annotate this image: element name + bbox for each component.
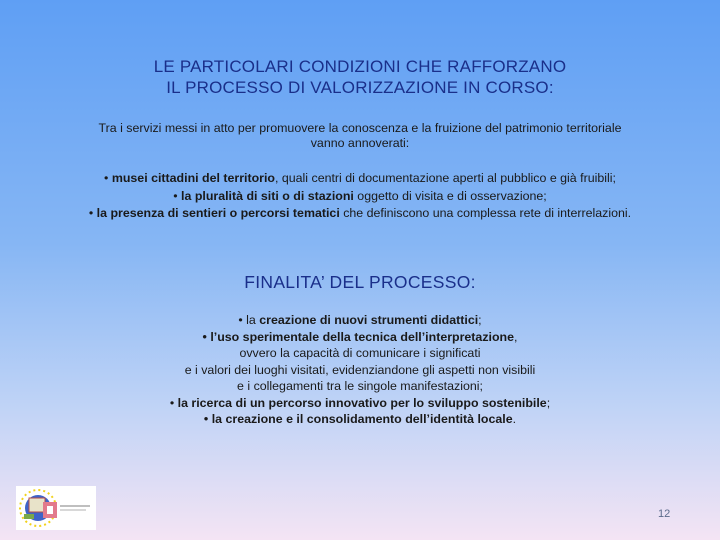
list-item (20, 329, 700, 346)
list-item-continuation: e i valori dei luoghi visitati, evidenziandone gli aspetti non visibili (184, 362, 536, 377)
item-text: . (512, 412, 517, 426)
services-list (10, 170, 710, 223)
list-item (20, 411, 700, 428)
bullet: • (173, 188, 182, 203)
list-item (10, 170, 710, 188)
list-item-continuation: e i collegamenti tra le singole manifestazioni; (237, 379, 483, 393)
item-text: • (169, 395, 178, 410)
item-bold: la presenza di sentieri o percorsi tematici (96, 206, 340, 220)
intro-line2: vanno annoverati: (310, 136, 410, 150)
item-text: ; (478, 313, 482, 327)
intro-line1: Tra i servizi messi in atto per promuovere la conoscenza e la fruizione del patrimonio territoriale (98, 121, 622, 135)
list-item (10, 205, 710, 223)
list-item (20, 312, 700, 329)
list-item-continuation: ovvero la capacità di comunicare i significati (239, 346, 481, 360)
item-bold: la ricerca di un percorso innovativo per lo sviluppo sostenibile (177, 395, 547, 410)
item-bold: musei cittadini del territorio (111, 171, 275, 185)
item-bold: la pluralità di siti o di stazioni (181, 188, 354, 203)
list-item (10, 188, 710, 206)
slide-title-line1: LE PARTICOLARI CONDIZIONI CHE RAFFORZANO (153, 57, 567, 76)
item-text: oggetto di visita e di osservazione; (353, 188, 547, 203)
bullet: • (104, 171, 112, 185)
page-number: 12 (658, 508, 671, 520)
section-subtitle: FINALITA’ DEL PROCESSO: (244, 272, 476, 292)
item-bold: • l’uso sperimentale della tecnica dell’interpretazione (202, 329, 514, 344)
logo-graphic (16, 486, 96, 530)
item-text: che definiscono una complessa rete di interrelazioni. (339, 206, 632, 220)
bullet: • (88, 206, 97, 220)
list-item (20, 395, 700, 412)
item-text: • la (238, 313, 260, 327)
aims-list (20, 312, 700, 428)
slide-title-line2: IL PROCESSO DI VALORIZZAZIONE IN CORSO: (166, 78, 554, 97)
item-text: , quali centri di documentazione aperti al pubblico e già fruibili; (275, 171, 616, 185)
item-text: ; (546, 395, 551, 410)
item-bold: • la creazione e il consolidamento dell’identità locale (203, 412, 513, 426)
slide-title (0, 56, 720, 98)
intro-text (40, 121, 680, 151)
item-text: , (514, 329, 518, 344)
item-bold: creazione di nuovi strumenti didattici (259, 313, 479, 327)
project-logo-icon (16, 486, 96, 530)
